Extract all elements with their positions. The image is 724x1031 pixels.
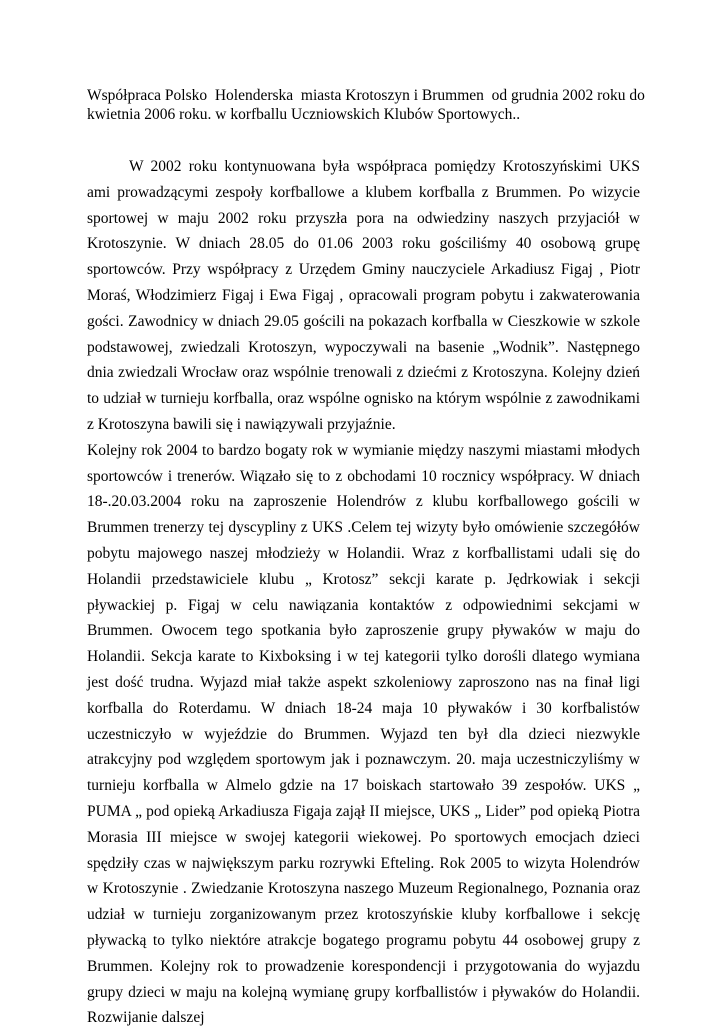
paragraph-2002-2003: W 2002 roku kontynuowana była współpraca pomiędzy Krotoszyńskimi UKS ami prowadzącymi zespoły korfballowe a klubem korfballa z Brummen. Po wizycie sportowej w maju 2002 roku przyszła pora na odwiedziny naszych przyjaciół w Krotoszynie. W dniach 28.05 do 01.06 2003 roku gościliśmy 40 osobową grupę sportowców. Przy współpracy z Urzędem Gminy nauczyciele Arkadiusz Figaj , Piotr Moraś, Włodzimierz Figaj i Ewa Figaj , opracowali program pobytu i zakwaterowania gości. Zawodnicy w dniach 29.05 gościli na pokazach korfballa w Cieszkowie w szkole podstawowej, zwiedzali Krotoszyn, wypoczywali na basenie „Wodnik”. Następnego dnia zwiedzali Wrocław oraz wspólnie trenowali z dziećmi z Krotoszyna. Kolejny dzień to udział w turnieju korfballa, oraz wspólne ognisko na którym wspólnie z zawodnikami z Krotoszyna bawili się i nawiązywali przyjaźnie.	[87, 158, 640, 433]
paragraph-2004-2006: Kolejny rok 2004 to bardzo bogaty rok w wymianie między naszymi miastami młodych sportowców i trenerów. Wiązało się to z obchodami 10 rocznicy współpracy. W dniach 18-.20.03.2004 roku na zaproszenie Holendrów z klubu korfballowego gościli w Brummen trenerzy tej dyscypliny z UKS .Celem tej wizyty było omówienie szczegółów pobytu majowego naszej młodzieży w Holandii. Wraz z korfballistami udali się do Holandii przedstawiciele klubu „ Krotosz” sekcji karate p. Jędrkowiak i sekcji pływackiej p. Figaj w celu nawiązania kontaktów z odpowiednimi sekcjami w Brummen. Owocem tego spotkania było zaproszenie grupy pływaków w maju do Holandii. Sekcja karate to Kixboksing i w tej kategorii tylko dorośli dlatego wymiana jest dość trudna. Wyjazd miał także aspekt szkoleniowy zaproszono nas na finał ligi korfballa do Roterdamu. W dniach 18-24 maja 10 pływaków i 30 korfbalistów uczestniczyło w wyjeździe do Brummen. Wyjazd ten był dla dzieci niezwykle atrakcyjny pod względem sportowym jak i poznawczym. 20. maja uczestniczyliśmy w turnieju korfballa w Almelo gdzie na 17 boiskach startowało 39 zespołów. UKS „ PUMA „ pod opieką Arkadiusza Figaja zajął II miejsce, UKS „ Lider” pod opieką Piotra Morasia III miejsce w swojej kategorii wiekowej. Po sportowych emocjach dzieci spędziły czas w największym parku rozrywki Efteling. Rok 2005 to wizyta Holendrów w Krotoszynie . Zwiedzanie Krotoszyna naszego Muzeum Regionalnego, Poznania oraz udział w turnieju zorganizowanym przez krotoszyńskie kluby korfballowe i sekcję pływacką to tylko niektóre atrakcje bogatego programu pobytu 44 osobowej grupy z Brummen. Kolejny rok to prowadzenie korespondencji i przygotowania do wyjazdu grupy dzieci w maju na kolejną wymianę grupy korfballistów i pływaków do Holandii. Rozwijanie dalszej	[87, 441, 640, 1027]
document-heading: Współpraca Polsko Holenderska miasta Krotoszyn i Brummen od grudnia 2002 roku do kwietnia 2006 roku. w korfballu Uczniowskich Klubów Sportowych..	[87, 87, 649, 123]
document-body	[87, 154, 640, 1031]
